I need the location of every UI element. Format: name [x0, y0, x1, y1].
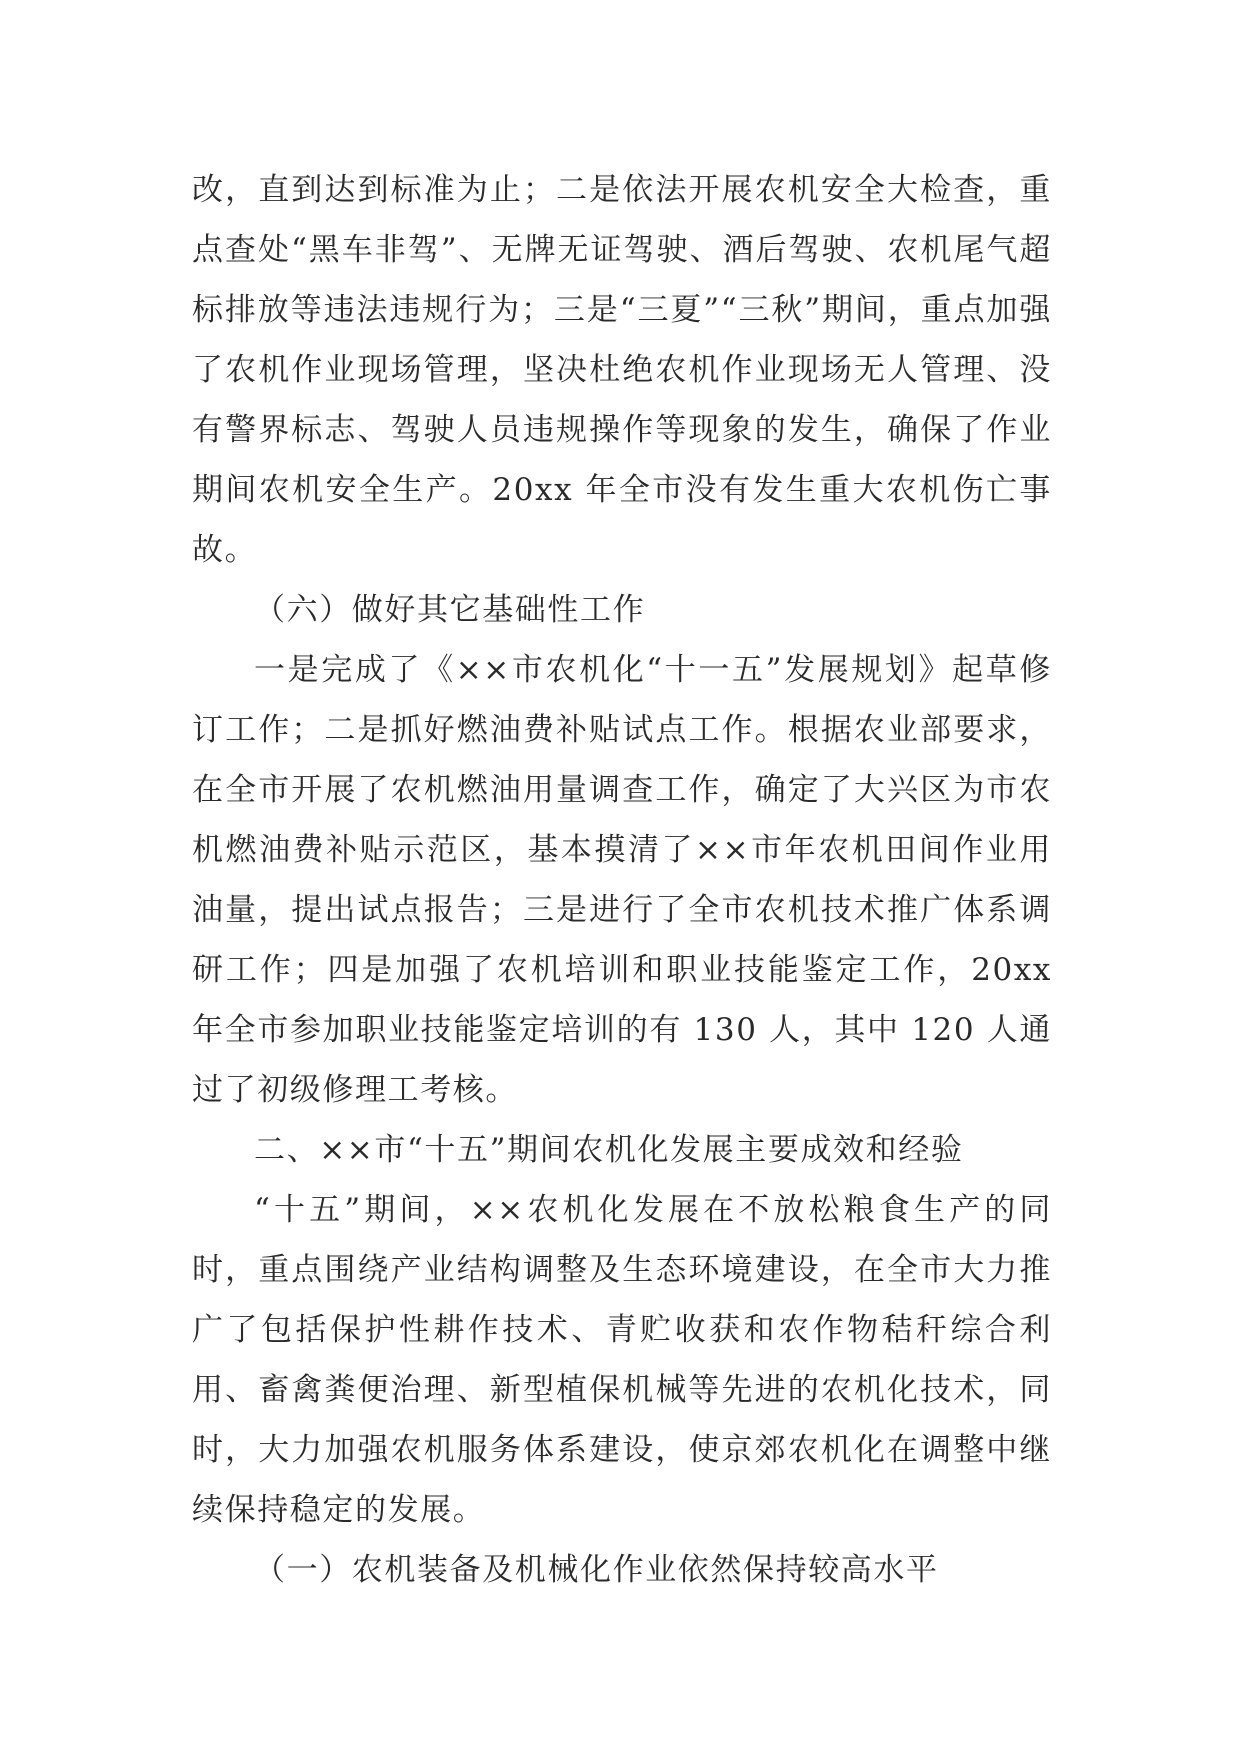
paragraph-basic-work: 一是完成了《××市农机化“十一五”发展规划》起草修订工作；二是抓好燃油费补贴试点工作。根据农业部要求，在全市开展了农机燃油用量调查工作，确定了大兴区为市农机燃油费补贴示范区，基本摸清了××市年农机田间作业用油量，提出试点报告；三是进行了全市农机技术推广体系调研工作；四是加强了农机培训和职业技能鉴定工作，20xx 年全市参加职业技能鉴定培训的有 130 人，其中 120 人通过了初级修理工考核。 [192, 652, 1052, 1108]
section-heading-six: （六）做好其它基础性工作 [254, 592, 646, 628]
paragraph-tenth-five-year-summary: “十五”期间，××农机化发展在不放松粮食生产的同时，重点围绕产业结构调整及生态环境建设，在全市大力推广了包括保护性耕作技术、青贮收获和农作物秸秆综合利用、畜禽粪便治理、新型植保机械等先进的农机化技术，同时，大力加强农机服务体系建设，使京郊农机化在调整中继续保持稳定的发展。 [192, 1192, 1052, 1528]
section-heading-one: （一）农机装备及机械化作业依然保持较高水平 [254, 1552, 939, 1588]
paragraph-safety-inspection: 改，直到达到标准为止；二是依法开展农机安全大检查，重点查处“黑车非驾”、无牌无证驾驶、酒后驾驶、农机尾气超标排放等违法违规行为；三是“三夏”“三秋”期间，重点加强了农机作业现场管理，坚决杜绝农机作业现场无人管理、没有警界标志、驾驶人员违规操作等现象的发生，确保了作业期间农机安全生产。20xx 年全市没有发生重大农机伤亡事故。 [192, 172, 1052, 568]
chapter-heading-two: 二、××市“十五”期间农机化发展主要成效和经验 [254, 1132, 964, 1168]
document-body [192, 160, 1052, 1600]
